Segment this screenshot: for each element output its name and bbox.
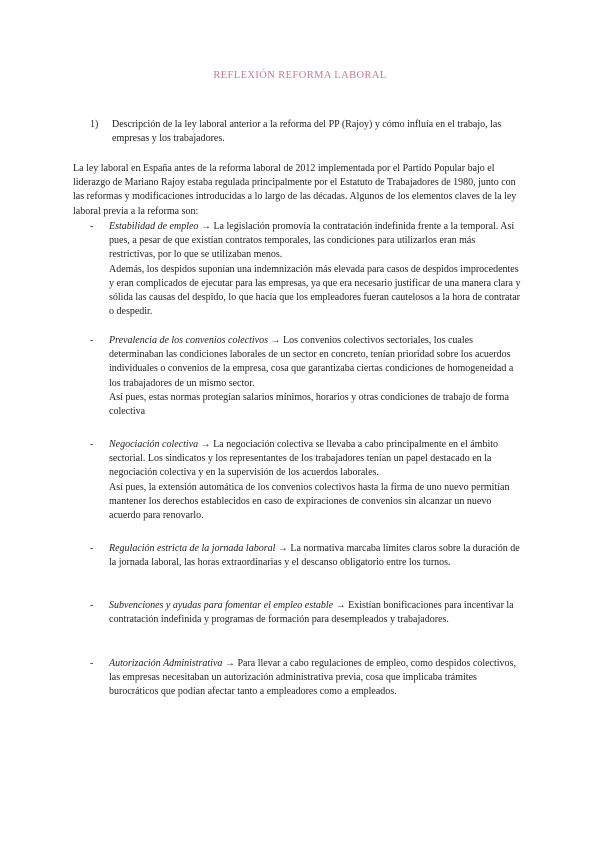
item-paragraph (109, 220, 521, 263)
bullet-dash: - (90, 543, 94, 554)
item-paragraph (109, 657, 521, 700)
item-text: La negociación colectiva se llevaba a cabo principalmente en el ámbito sectorial. Los sindicatos y los representantes de los trabajadores tenían un papel destacado en la negociación colectiva y en la supervisión de los acuerdos laborales. (109, 439, 499, 479)
question-number: 1) (90, 119, 99, 130)
intro-paragraph: La ley laboral en España antes de la reforma laboral de 2012 implementada por el Partido Popular bajo el liderazgo de Mariano Rajoy estaba regulada principalmente por el Estatuto de Trabajadores de 1980, junto con las reformas y modificaciones introducidas a lo largo de las décadas. Algunos de los elementos claves de la ley laboral previa a la reforma son: (73, 163, 517, 217)
bullet-dash: - (90, 600, 94, 611)
item-paragraph (109, 599, 521, 627)
item-text: Para llevar a cabo regulaciones de empleo, como despidos colectivos, las empresas necesitaban un autorización administrativa previa, cosa que implicaba trámites burocráticos que podían afectar tanto a empleadores como a empleados. (109, 658, 516, 698)
item-text: La normativa marcaba límites claros sobre la duración de la jornada laboral, las horas extraordinarias y el descanso obligatorio entre los turnos. (109, 543, 520, 569)
arrow-icon: → (270, 335, 281, 346)
item-extra: Así pues, la extensión automática de los convenios colectivos hasta la firma de uno nuevo permitían mantener los derechos establecidos en caso de expiraciones de convenios sin alcanzar un nuevo acuerdo para renovarlo. (109, 481, 510, 522)
item-heading: Autorización Administrativa (109, 658, 223, 669)
item-paragraph (109, 438, 521, 481)
list-item-convenios (73, 334, 521, 419)
item-heading: Estabilidad de empleo (109, 221, 199, 232)
item-text: Existían bonificaciones para incentivar la contratación indefinida y programas de formación para desempleados y trabajadores. (109, 600, 514, 626)
list-item-autorizacion (73, 657, 521, 700)
arrow-icon: → (200, 221, 211, 232)
arrow-icon: → (335, 600, 346, 611)
item-text: Los convenios colectivos sectoriales, los cuales determinaban las condiciones laborales de un sector en concreto, tenían prioridad sobre los acuerdos individuales o convenios de la empresa, cosa que garantizaba ciertas condiciones de homogeneidad a los trabajadores de un mismo sector. (109, 335, 514, 389)
arrow-icon: → (224, 658, 235, 669)
item-heading: Regulación estricta de la jornada laboral (109, 543, 276, 554)
bullet-dash: - (90, 439, 94, 450)
bullet-dash: - (90, 658, 94, 669)
list-item-estabilidad (73, 220, 521, 319)
item-extra: Además, los despidos suponían una indemnización más elevada para casos de despidos improcedentes y eran complicados de ejecutar para las empresas, ya que era necesario justificar de una manera clara y sólida las causas del despido, lo que hacía que los empleadores fueran cautelosos a la hora de contratar o despedir. (109, 263, 521, 318)
bullet-dash: - (90, 221, 94, 232)
item-heading: Negociación colectiva (109, 439, 199, 450)
document-title: REFLEXIÓN REFORMA LABORAL (213, 70, 387, 81)
list-item-jornada (73, 542, 521, 570)
bullet-dash: - (90, 335, 94, 346)
item-paragraph (109, 542, 521, 570)
list-item-negociacion (73, 438, 521, 523)
question-text: Descripción de la ley laboral anterior a la reforma del PP (Rajoy) y cómo influía en el trabajo, las empresas y los trabajadores. (112, 119, 502, 144)
item-heading: Subvenciones y ayudas para fomentar el empleo estable (109, 600, 334, 611)
arrow-icon: → (277, 543, 288, 554)
item-extra: Así pues, estas normas protegían salarios mínimos, horarios y otras condiciones de trabajo de forma colectiva (109, 391, 509, 418)
item-heading: Prevalencia de los convenios colectivos (109, 335, 269, 346)
list-item-subvenciones (73, 599, 521, 627)
item-paragraph (109, 334, 521, 391)
item-text: La legislación promovía la contratación indefinida frente a la temporal. Así pues, a pesar de que existían contratos temporales, las condiciones para utilizarlos eran más restrictivas, por lo que se utilizaban menos. (109, 221, 515, 261)
arrow-icon: → (200, 439, 211, 450)
